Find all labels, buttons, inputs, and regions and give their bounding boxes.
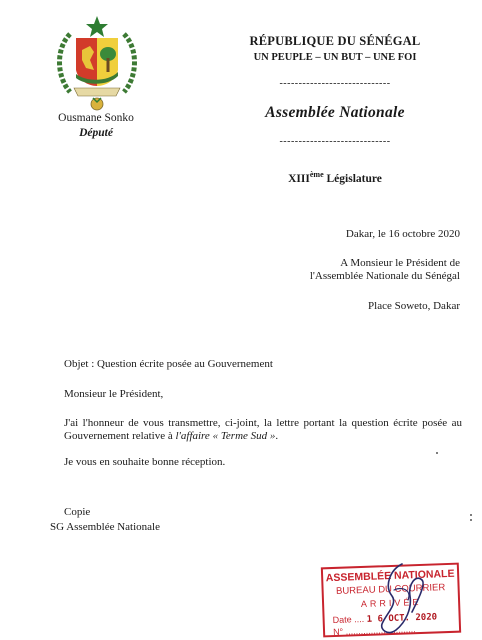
- legislature-word: Législature: [326, 172, 382, 185]
- stamp-line-2: BUREAU DU COURRIER: [335, 582, 446, 597]
- scan-speck: [470, 519, 472, 521]
- sender-name: Ousmane Sonko: [58, 112, 134, 124]
- dateline: Dakar, le 16 octobre 2020: [345, 228, 460, 240]
- recipient-place: Place Soweto, Dakar: [368, 300, 460, 312]
- scan-speck: [470, 514, 472, 516]
- stamp-date-row: Date .... 1 6 OCT. 2020: [332, 612, 438, 626]
- letter-subject: Objet : Question écrite posée au Gouvernement: [64, 358, 273, 370]
- stamp-line-3: ARRIVÉE: [360, 596, 422, 610]
- legislature-heading: [235, 170, 435, 185]
- sender-title: Député: [79, 127, 113, 139]
- senegal-coat-of-arms-emblem: [50, 14, 144, 112]
- scan-speck: [436, 452, 438, 454]
- letter-closing: Je vous en souhaite bonne réception.: [64, 456, 226, 468]
- stamp-line-1: ASSEMBLÉE NATIONALE: [325, 567, 455, 585]
- stamp-number-row: N° ............................: [332, 624, 416, 638]
- stamp-number-label: N°: [332, 626, 344, 638]
- paragraph-text: J'ai l'honneur de vous transmettre, ci-joint, la lettre portant la question écrite posée au Gouvernement relative à: [64, 417, 462, 442]
- handwritten-signature: [372, 560, 432, 640]
- national-motto: UN PEUPLE – UN BUT – UNE FOI: [253, 52, 417, 63]
- copy-recipient: SG Assemblée Nationale: [50, 521, 160, 533]
- stamp-date-value: 1 6 OCT. 2020: [366, 612, 438, 625]
- paragraph-end: .: [275, 430, 279, 442]
- stamp-date-label: Date: [332, 614, 352, 626]
- separator-line: -----------------------------: [279, 78, 391, 89]
- letter-paragraph: [64, 417, 462, 443]
- copy-label: Copie: [64, 506, 91, 518]
- assembly-name: Assemblée Nationale: [265, 104, 405, 121]
- recipient-line-1: A Monsieur le Président de: [340, 257, 460, 269]
- legislature-suffix: ème: [309, 170, 324, 179]
- paragraph-emphasis: l'affaire « Terme Sud »: [175, 430, 276, 442]
- separator-line: -----------------------------: [279, 136, 391, 147]
- recipient-line-2: l'Assemblée Nationale du Sénégal: [309, 270, 460, 282]
- republic-heading: RÉPUBLIQUE DU SÉNÉGAL: [249, 34, 421, 48]
- legislature-numeral: XIII: [288, 172, 310, 185]
- letter-salutation: Monsieur le Président,: [64, 388, 164, 400]
